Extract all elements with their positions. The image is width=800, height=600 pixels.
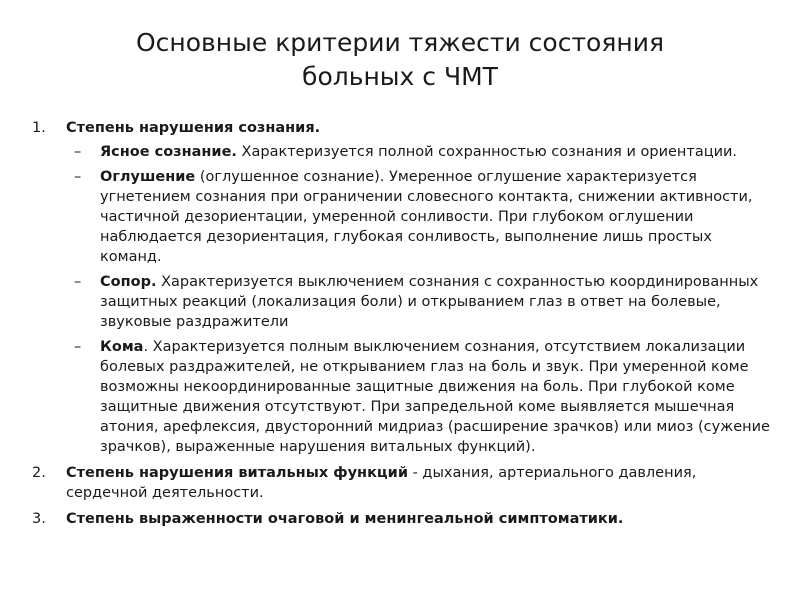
dash-bullet: –	[74, 169, 82, 185]
item-number: 2.	[32, 465, 46, 481]
term: Ясное сознание.	[100, 144, 237, 160]
item-text: - дыхания, артериального давления, сердечной деятельности.	[66, 465, 697, 501]
dash-bullet: –	[74, 274, 82, 290]
slide-title	[0, 26, 800, 94]
definition: . Характеризуется полным выключением сознания, отсутствием локализации болевых раздражителей, не открыванием глаз на боль и звук. При умеренной коме возможны некоординированные защитные движения на боль. При глубокой коме защитные движения отсутствуют. При запредельной коме выявляется мышечная атония, арефлексия, двусторонний мидриаз (расширение зрачков) или миоз (сужение зрачков), выраженные нарушения витальных функций).	[100, 339, 770, 455]
item-heading: Степень выраженности очаговой и менингеальной симптоматики.	[66, 511, 624, 527]
term: Сопор.	[100, 274, 157, 290]
list-item-consciousness	[32, 118, 772, 457]
consciousness-levels	[66, 142, 772, 457]
definition: (оглушенное сознание). Умеренное оглушение характеризуется угнетением сознания при ограничении словесного контакта, снижении активности, частичной дезориентации, умеренной сонливости. При глубоком оглушении наблюдается дезориентация, глубокая сонливость, выполнение лишь простых команд.	[100, 169, 753, 265]
item-number: 1.	[32, 120, 46, 136]
criteria-list	[32, 118, 772, 535]
term: Кома	[100, 339, 144, 355]
sub-item-coma	[66, 337, 772, 457]
item-number: 3.	[32, 511, 46, 527]
term: Оглушение	[100, 169, 196, 185]
item-heading: Степень нарушения сознания.	[66, 120, 321, 136]
list-item-focal-symptoms	[32, 509, 772, 529]
list-item-vital-functions	[32, 463, 772, 503]
sub-item-sopor	[66, 272, 772, 332]
definition: Характеризуется полной сохранностью сознания и ориентации.	[236, 144, 738, 160]
slide-title-line-2: больных с ЧМТ	[302, 62, 498, 91]
sub-item-clear-consciousness	[66, 142, 772, 162]
slide-title-line-1: Основные критерии тяжести состояния	[135, 28, 664, 57]
dash-bullet: –	[74, 339, 82, 355]
sub-item-stupefaction	[66, 167, 772, 267]
item-heading: Степень нарушения витальных функций	[66, 465, 408, 481]
dash-bullet: –	[74, 144, 82, 160]
definition: Характеризуется выключением сознания с сохранностью координированных защитных реакций (локализация боли) и открыванием глаз в ответ на болевые, звуковые раздражители	[100, 274, 759, 330]
